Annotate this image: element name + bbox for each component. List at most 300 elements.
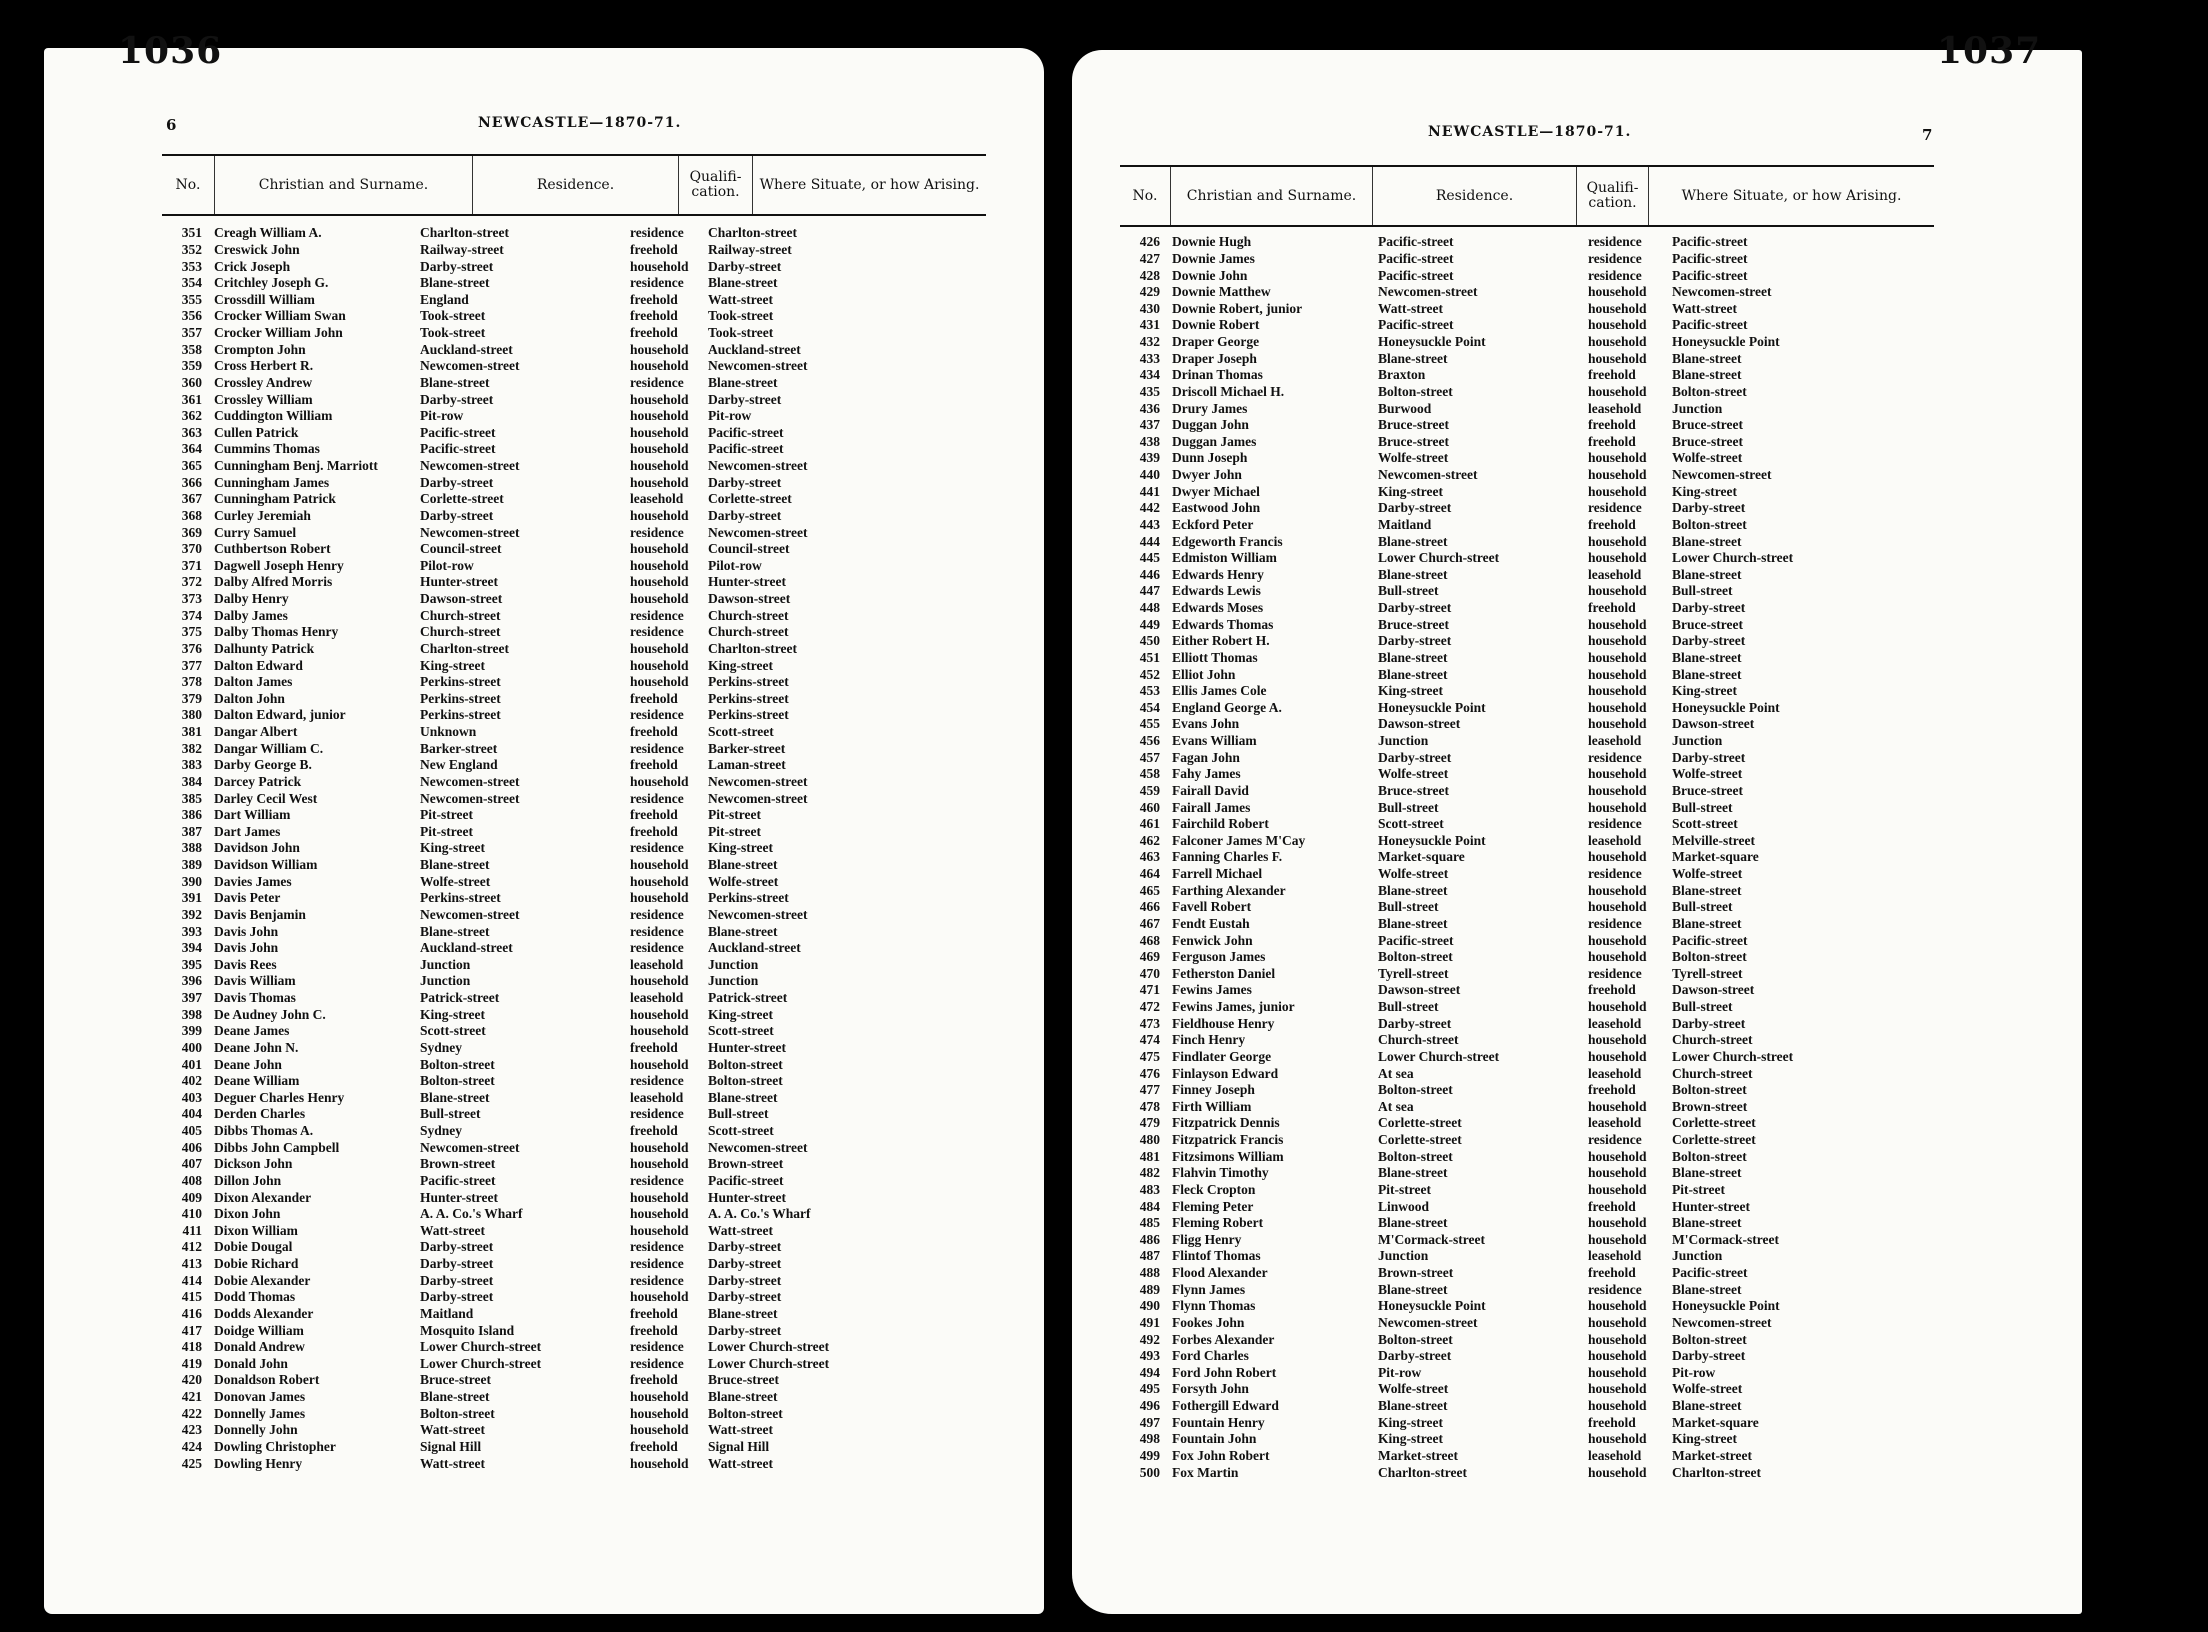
register-row: [1120, 517, 1934, 534]
residence: Maitland: [1378, 516, 1432, 532]
qualification: household: [630, 574, 689, 590]
voter-name: Deguer Charles Henry: [214, 1089, 345, 1105]
entry-number: 407: [181, 1156, 202, 1172]
register-row: [162, 1256, 938, 1273]
entry-number: 454: [1139, 699, 1160, 715]
voter-name: Fairall David: [1172, 782, 1249, 798]
entry-number: 403: [181, 1089, 202, 1105]
residence: Junction: [1378, 1248, 1429, 1264]
qualification: freehold: [630, 757, 678, 773]
entry-number: 379: [181, 690, 202, 706]
register-row: [162, 508, 938, 525]
where-situate: Lower Church-street: [1672, 1048, 1794, 1064]
where-situate: Perkins-street: [708, 707, 789, 723]
qualification: household: [1588, 1181, 1647, 1197]
voter-name: Flahvin Timothy: [1172, 1165, 1269, 1181]
left-page-title: NEWCASTLE—1870-71.: [478, 115, 682, 131]
residence: Lower Church-street: [1378, 550, 1500, 566]
entry-number: 370: [181, 541, 202, 557]
voter-name: Downie Robert: [1172, 317, 1260, 333]
where-situate: Junction: [1672, 733, 1723, 749]
register-row: [1120, 550, 1934, 567]
voter-name: Davis John: [214, 940, 279, 956]
register-row: [162, 890, 938, 907]
entry-number: 464: [1139, 866, 1160, 882]
entry-number: 411: [182, 1222, 202, 1238]
residence: Blane-street: [1378, 915, 1448, 931]
residence: Blane-street: [420, 275, 490, 291]
voter-name: Fleming Peter: [1172, 1198, 1254, 1214]
register-row: [162, 1339, 938, 1356]
register-row: [1120, 583, 1934, 600]
voter-name: Fookes John: [1172, 1314, 1245, 1330]
where-situate: Corlette-street: [708, 491, 792, 507]
voter-name: Darley Cecil West: [214, 790, 318, 806]
qualification: residence: [630, 374, 684, 390]
residence: Took-street: [420, 308, 486, 324]
entry-number: 414: [181, 1272, 202, 1288]
entry-number: 433: [1139, 350, 1160, 366]
register-row: [1120, 799, 1934, 816]
voter-name: Favell Robert: [1172, 899, 1252, 915]
register-row: [1120, 334, 1934, 351]
qualification: household: [630, 674, 689, 690]
register-row: [1120, 700, 1934, 717]
entry-number: 446: [1139, 566, 1160, 582]
qualification: household: [1588, 1381, 1647, 1397]
qualification: residence: [630, 740, 684, 756]
voter-name: Farthing Alexander: [1172, 882, 1286, 898]
register-row: [1120, 1082, 1934, 1099]
qualification: household: [630, 1023, 689, 1039]
qualification: leasehold: [1588, 400, 1642, 416]
register-row: [162, 558, 938, 575]
residence: Railway-street: [420, 241, 504, 257]
voter-name: Dart William: [214, 807, 291, 823]
voter-name: Driscoll Michael H.: [1172, 383, 1285, 399]
right-page-stamp-number: 1037: [1937, 30, 2042, 72]
where-situate: Wolfe-street: [1672, 866, 1743, 882]
voter-name: Farrell Michael: [1172, 866, 1263, 882]
residence: Darby-street: [1378, 633, 1452, 649]
where-situate: Hunter-street: [708, 574, 786, 590]
where-situate: Perkins-street: [708, 690, 789, 706]
register-row: [162, 408, 938, 425]
voter-name: Elliott Thomas: [1172, 649, 1258, 665]
where-situate: King-street: [708, 657, 773, 673]
entry-number: 475: [1139, 1048, 1160, 1064]
voter-name: Flynn Thomas: [1172, 1298, 1256, 1314]
voter-name: Fountain John: [1172, 1431, 1257, 1447]
left-register-list: [162, 225, 938, 1472]
register-row: [1120, 567, 1934, 584]
voter-name: Dillon John: [214, 1172, 282, 1188]
register-row: [1120, 866, 1934, 883]
voter-name: Dobie Alexander: [214, 1272, 311, 1288]
qualification: residence: [1588, 234, 1642, 250]
register-row: [162, 907, 938, 924]
voter-name: Donaldson Robert: [214, 1372, 320, 1388]
qualification: freehold: [1588, 1414, 1636, 1430]
voter-name: Firth William: [1172, 1098, 1252, 1114]
register-row: [1120, 1215, 1934, 1232]
where-situate: Darby-street: [1672, 749, 1746, 765]
qualification: household: [1588, 949, 1647, 965]
qualification: leasehold: [1588, 1115, 1642, 1131]
qualification: leasehold: [630, 990, 684, 1006]
residence: Wolfe-street: [420, 873, 491, 889]
register-row: [1120, 982, 1934, 999]
qualification: leasehold: [630, 1089, 684, 1105]
entry-number: 499: [1139, 1447, 1160, 1463]
entry-number: 432: [1139, 334, 1160, 350]
residence: Darby-street: [420, 1256, 494, 1272]
entry-number: 439: [1139, 450, 1160, 466]
residence: A. A. Co.'s Wharf: [420, 1206, 523, 1222]
residence: Unknown: [420, 724, 477, 740]
residence: Brown-street: [420, 1156, 496, 1172]
entry-number: 442: [1139, 500, 1160, 516]
where-situate: Dawson-street: [1672, 716, 1755, 732]
left-page-number: 6: [166, 116, 177, 134]
where-situate: Blane-street: [1672, 566, 1742, 582]
where-situate: Hunter-street: [1672, 1198, 1750, 1214]
qualification: residence: [1588, 866, 1642, 882]
residence: Braxton: [1378, 367, 1426, 383]
register-row: [1120, 483, 1934, 500]
voter-name: Downie James: [1172, 250, 1255, 266]
entry-number: 412: [181, 1239, 202, 1255]
residence: Bruce-street: [420, 1372, 491, 1388]
qualification: household: [630, 507, 689, 523]
entry-number: 386: [181, 807, 202, 823]
register-row: [162, 1090, 938, 1107]
residence: Blane-street: [1378, 1281, 1448, 1297]
qualification: residence: [630, 524, 684, 540]
voter-name: Crossdill William: [214, 291, 315, 307]
qualification: household: [630, 557, 689, 573]
residence: Pacific-street: [420, 1172, 496, 1188]
residence: Market-street: [1378, 1447, 1458, 1463]
register-row: [162, 641, 938, 658]
register-row: [1120, 434, 1934, 451]
residence: Newcomen-street: [420, 458, 520, 474]
entry-number: 498: [1139, 1431, 1160, 1447]
entry-number: 374: [181, 607, 202, 623]
residence: Pit-street: [420, 807, 473, 823]
qualification: residence: [1588, 1281, 1642, 1297]
voter-name: Creswick John: [214, 241, 300, 257]
register-row: [162, 1389, 938, 1406]
entry-number: 456: [1139, 733, 1160, 749]
qualification: leasehold: [1588, 832, 1642, 848]
register-row: [1120, 683, 1934, 700]
qualification: residence: [1588, 749, 1642, 765]
qualification: residence: [630, 1172, 684, 1188]
qualification: household: [630, 1389, 689, 1405]
qualification: household: [630, 258, 689, 274]
entry-number: 477: [1139, 1082, 1160, 1098]
entry-number: 423: [181, 1422, 202, 1438]
register-row: [162, 1322, 938, 1339]
residence: Bull-street: [1378, 999, 1439, 1015]
voter-name: Dalton Edward, junior: [214, 707, 346, 723]
qualification: household: [630, 341, 689, 357]
residence: Pacific-street: [1378, 250, 1454, 266]
voter-name: Dodds Alexander: [214, 1305, 314, 1321]
entry-number: 382: [181, 740, 202, 756]
where-situate: Patrick-street: [708, 990, 788, 1006]
entry-number: 494: [1139, 1364, 1160, 1380]
qualification: household: [1588, 766, 1647, 782]
residence: Auckland-street: [420, 341, 513, 357]
entry-number: 422: [181, 1405, 202, 1421]
residence: Pacific-street: [1378, 317, 1454, 333]
residence: Bolton-street: [420, 1405, 495, 1421]
qualification: household: [630, 1189, 689, 1205]
header-name: Christian and Surname.: [1170, 167, 1372, 225]
where-situate: Bull-street: [1672, 799, 1733, 815]
where-situate: Darby-street: [708, 391, 782, 407]
qualification: residence: [630, 275, 684, 291]
register-row: [1120, 1015, 1934, 1032]
entry-number: 435: [1139, 383, 1160, 399]
residence: Honeysuckle Point: [1378, 1298, 1486, 1314]
where-situate: Melville-street: [1672, 832, 1755, 848]
register-row: [162, 1123, 938, 1140]
residence: Barker-street: [420, 740, 498, 756]
voter-name: Deane William: [214, 1073, 300, 1089]
where-situate: King-street: [1672, 683, 1737, 699]
header-name: Christian and Surname.: [214, 156, 472, 214]
register-row: [162, 1422, 938, 1439]
qualification: household: [1588, 583, 1647, 599]
where-situate: Darby-street: [708, 507, 782, 523]
voter-name: Dibbs Thomas A.: [214, 1123, 314, 1139]
voter-name: Elliot John: [1172, 666, 1236, 682]
where-situate: Honeysuckle Point: [1672, 1298, 1780, 1314]
qualification: household: [630, 358, 689, 374]
register-row: [1120, 234, 1934, 251]
entry-number: 441: [1139, 483, 1160, 499]
voter-name: Dalton Edward: [214, 657, 303, 673]
residence: Pacific-street: [420, 441, 496, 457]
where-situate: Scott-street: [708, 1023, 774, 1039]
header-where: Where Situate, or how Arising.: [752, 156, 986, 214]
entry-number: 448: [1139, 600, 1160, 616]
qualification: residence: [1588, 500, 1642, 516]
qualification: residence: [630, 1355, 684, 1371]
entry-number: 404: [181, 1106, 202, 1122]
residence: Mosquito Island: [420, 1322, 515, 1338]
where-situate: Blane-street: [1672, 1281, 1742, 1297]
register-row: [162, 391, 938, 408]
register-row: [1120, 1148, 1934, 1165]
entry-number: 358: [181, 341, 202, 357]
voter-name: Davis John: [214, 923, 279, 939]
voter-name: Edwards Moses: [1172, 600, 1264, 616]
entry-number: 360: [181, 374, 202, 390]
register-row: [1120, 882, 1934, 899]
residence: Blane-street: [1378, 566, 1448, 582]
voter-name: Curry Samuel: [214, 524, 297, 540]
entry-number: 354: [181, 275, 202, 291]
voter-name: Fewins James: [1172, 982, 1252, 998]
register-row: [162, 774, 938, 791]
voter-name: Davis Peter: [214, 890, 281, 906]
residence: Lower Church-street: [420, 1339, 542, 1355]
voter-name: Dibbs John Campbell: [214, 1139, 340, 1155]
register-row: [162, 1073, 938, 1090]
qualification: residence: [630, 1239, 684, 1255]
where-situate: Newcomen-street: [1672, 467, 1772, 483]
register-row: [162, 724, 938, 741]
where-situate: Junction: [708, 973, 759, 989]
register-row: [162, 458, 938, 475]
residence: Darby-street: [1378, 1348, 1452, 1364]
residence: Darby-street: [420, 1289, 494, 1305]
where-situate: Brown-street: [708, 1156, 784, 1172]
entry-number: 353: [181, 258, 202, 274]
qualification: household: [630, 1139, 689, 1155]
residence: Blane-street: [420, 857, 490, 873]
where-situate: Newcomen-street: [708, 906, 808, 922]
qualification: leasehold: [1588, 566, 1642, 582]
voter-name: Cunningham James: [214, 474, 330, 490]
register-row: [1120, 749, 1934, 766]
where-situate: Blane-street: [1672, 367, 1742, 383]
entry-number: 485: [1139, 1215, 1160, 1231]
register-row: [1120, 949, 1934, 966]
voter-name: Fleck Cropton: [1172, 1181, 1256, 1197]
entry-number: 468: [1139, 932, 1160, 948]
voter-name: Davis Benjamin: [214, 906, 306, 922]
where-situate: Laman-street: [708, 757, 786, 773]
register-row: [162, 292, 938, 309]
entry-number: 484: [1139, 1198, 1160, 1214]
qualification: freehold: [1588, 367, 1636, 383]
voter-name: Fairchild Robert: [1172, 816, 1269, 832]
entry-number: 372: [181, 574, 202, 590]
voter-name: Downie John: [1172, 267, 1248, 283]
where-situate: Darby-street: [1672, 600, 1746, 616]
entry-number: 359: [181, 358, 202, 374]
residence: Darby-street: [420, 474, 494, 490]
register-row: [1120, 400, 1934, 417]
entry-number: 450: [1139, 633, 1160, 649]
voter-name: Donnelly James: [214, 1405, 306, 1421]
qualification: household: [630, 640, 689, 656]
residence: Darby-street: [1378, 749, 1452, 765]
residence: Bolton-street: [420, 1056, 495, 1072]
entry-number: 455: [1139, 716, 1160, 732]
entry-number: 375: [181, 624, 202, 640]
entry-number: 377: [181, 657, 202, 673]
voter-name: Fewins James, junior: [1172, 999, 1295, 1015]
qualification: household: [630, 973, 689, 989]
voter-name: Dowling Henry: [214, 1455, 303, 1471]
residence: Darby-street: [1378, 1015, 1452, 1031]
residence: Darby-street: [420, 391, 494, 407]
residence: Darby-street: [1378, 500, 1452, 516]
entry-number: 424: [181, 1438, 202, 1454]
qualification: household: [630, 857, 689, 873]
where-situate: Pacific-street: [1672, 234, 1748, 250]
where-situate: Watt-street: [708, 1222, 773, 1238]
register-row: [1120, 1315, 1934, 1332]
register-row: [162, 1189, 938, 1206]
qualification: residence: [630, 607, 684, 623]
voter-name: Edmiston William: [1172, 550, 1277, 566]
entry-number: 389: [181, 857, 202, 873]
where-situate: Church-street: [708, 607, 789, 623]
qualification: leasehold: [1588, 1015, 1642, 1031]
register-row: [162, 674, 938, 691]
residence: Junction: [420, 973, 471, 989]
register-row: [1120, 916, 1934, 933]
voter-name: Dixon William: [214, 1222, 298, 1238]
residence: Newcomen-street: [420, 773, 520, 789]
entry-number: 406: [181, 1139, 202, 1155]
register-row: [1120, 267, 1934, 284]
residence: Newcomen-street: [1378, 284, 1478, 300]
where-situate: Perkins-street: [708, 674, 789, 690]
residence: Wolfe-street: [1378, 1381, 1449, 1397]
where-situate: Tyrell-street: [1672, 965, 1743, 981]
entry-number: 425: [181, 1455, 202, 1471]
residence: Bolton-street: [1378, 1082, 1453, 1098]
voter-name: Findlater George: [1172, 1048, 1272, 1064]
qualification: leasehold: [1588, 733, 1642, 749]
where-situate: Bull-street: [1672, 899, 1733, 915]
voter-name: Dwyer John: [1172, 467, 1242, 483]
voter-name: Dart James: [214, 823, 281, 839]
left-page-stamp-number: 1036: [118, 30, 223, 72]
entry-number: 437: [1139, 417, 1160, 433]
where-situate: Pit-street: [708, 823, 761, 839]
register-row: [162, 1056, 938, 1073]
voter-name: Crompton John: [214, 341, 306, 357]
entry-number: 395: [181, 956, 202, 972]
where-situate: Blane-street: [708, 1389, 778, 1405]
voter-name: Evans William: [1172, 733, 1257, 749]
where-situate: Scott-street: [1672, 816, 1738, 832]
residence: Blane-street: [1378, 649, 1448, 665]
voter-name: Fox Martin: [1172, 1464, 1239, 1480]
entry-number: 488: [1139, 1265, 1160, 1281]
register-row: [162, 541, 938, 558]
voter-name: Davis William: [214, 973, 296, 989]
qualification: household: [630, 1422, 689, 1438]
residence: Charlton-street: [1378, 1464, 1467, 1480]
qualification: household: [1588, 383, 1647, 399]
entry-number: 430: [1139, 300, 1160, 316]
residence: Honeysuckle Point: [1378, 334, 1486, 350]
qualification: freehold: [630, 724, 678, 740]
voter-name: Ellis James Cole: [1172, 683, 1267, 699]
left-table-header: [162, 154, 986, 216]
entry-number: 366: [181, 474, 202, 490]
qualification: household: [630, 1006, 689, 1022]
register-row: [1120, 251, 1934, 268]
qualification: household: [630, 441, 689, 457]
where-situate: Lower Church-street: [708, 1339, 830, 1355]
where-situate: Darby-street: [708, 1289, 782, 1305]
residence: Blane-street: [420, 1089, 490, 1105]
entry-number: 400: [181, 1039, 202, 1055]
where-situate: King-street: [708, 840, 773, 856]
qualification: leasehold: [630, 956, 684, 972]
